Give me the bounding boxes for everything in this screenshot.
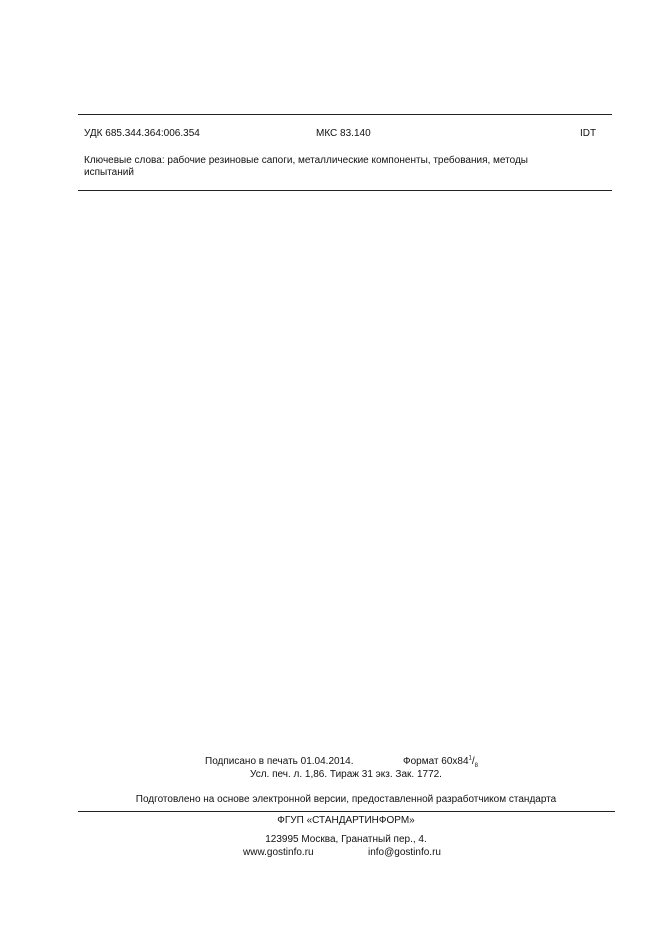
keywords-line-1: Ключевые слова: рабочие резиновые сапоги, металлические компоненты, требования, методы: [84, 155, 528, 166]
header-top-rule: [78, 114, 612, 115]
udk-code: УДК 685.344.364:006.354: [84, 128, 200, 139]
email-link[interactable]: info@gostinfo.ru: [368, 847, 441, 858]
print-details: Усл. печ. л. 1,86. Тираж 31 экз. Зак. 1772.: [250, 769, 442, 780]
publisher-rule: [78, 811, 615, 812]
paper-format: Формат $60х84^1/_8$: [403, 755, 479, 769]
keywords-line-2: испытаний: [84, 167, 134, 178]
publisher-address: 123995 Москва, Гранатный пер., 4.: [265, 834, 427, 845]
prepared-note: Подготовлено на основе электронной версии, предоставленной разработчиком стандарта: [135, 794, 557, 805]
website-link[interactable]: www.gostinfo.ru: [243, 847, 314, 858]
header-bottom-rule: [78, 190, 612, 191]
format-fraction-bottom: 8: [474, 763, 479, 769]
format-fraction-top: 1: [468, 755, 472, 762]
signed-date: Подписано в печать 01.04.2014.: [205, 756, 354, 767]
idt-mark: IDT: [580, 128, 597, 139]
format-label: Формат 60х84: [403, 756, 469, 767]
publisher-name: ФГУП «СТАНДАРТИНФОРМ»: [277, 815, 415, 826]
mks-code: МКС 83.140: [316, 128, 371, 139]
